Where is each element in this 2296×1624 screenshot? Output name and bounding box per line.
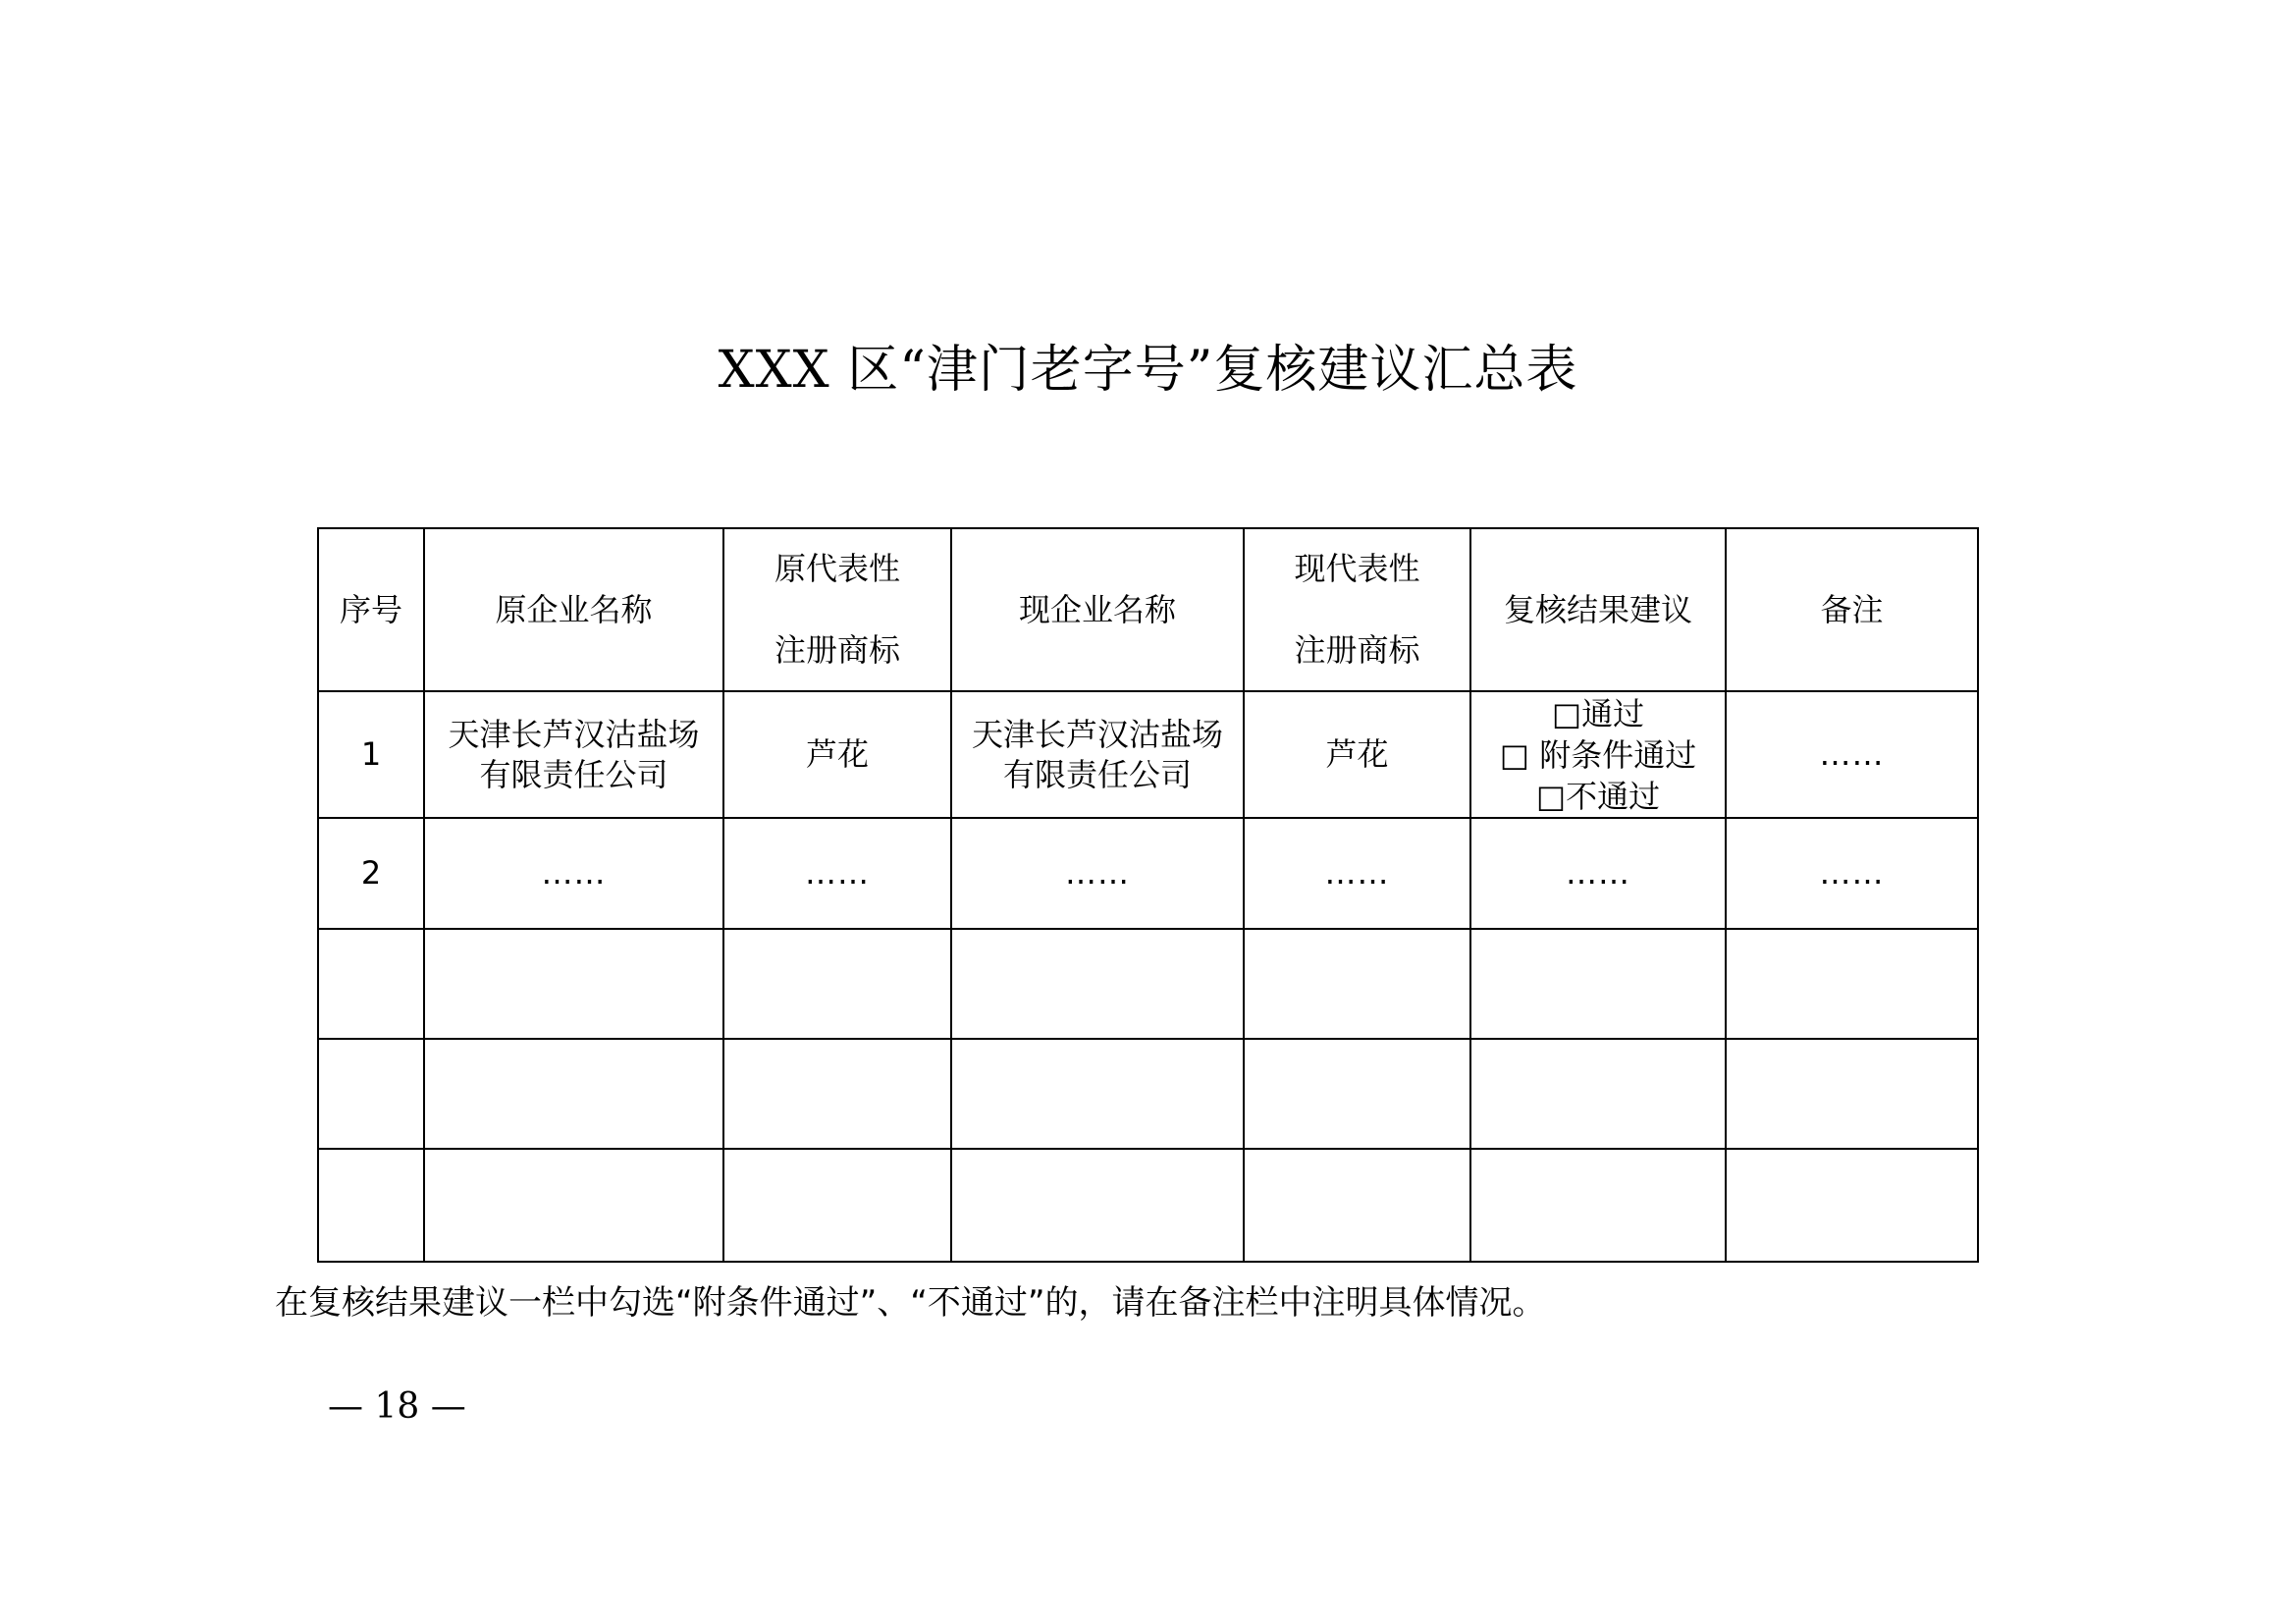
table-row-empty [318, 1039, 1978, 1149]
empty-cell [723, 1039, 951, 1149]
empty-cell [424, 1149, 723, 1262]
empty-cell [723, 1149, 951, 1262]
option-pass-checkbox[interactable]: □通过 [1551, 694, 1645, 732]
empty-cell [318, 1039, 424, 1149]
cell-review-options [1470, 691, 1726, 818]
cell-original-trademark: …… [723, 818, 951, 929]
cell-current-company-name [951, 691, 1244, 818]
empty-cell [951, 1149, 1244, 1262]
cell-remark: …… [1726, 691, 1978, 818]
table-header-row [318, 528, 1978, 691]
empty-cell [1244, 929, 1470, 1039]
cell-serial-number: 2 [318, 818, 424, 929]
cell-original-company-name-line1: 天津长芦汉沽盐场 [448, 715, 700, 753]
empty-cell [1726, 1039, 1978, 1149]
cell-original-company-name [424, 691, 723, 818]
header-current-trademark-line2: 注册商标 [1294, 631, 1420, 669]
header-original-company-name: 原企业名称 [424, 528, 723, 691]
empty-cell [1244, 1039, 1470, 1149]
empty-cell [318, 929, 424, 1039]
cell-original-company-name: …… [424, 818, 723, 929]
header-current-trademark-line1: 现代表性 [1294, 550, 1420, 587]
cell-current-company-name-line2: 有限责任公司 [1002, 755, 1192, 793]
option-conditional-pass-checkbox[interactable]: □ 附条件通过 [1499, 735, 1697, 774]
header-review-suggestion: 复核结果建议 [1470, 528, 1726, 691]
cell-serial-number: 1 [318, 691, 424, 818]
empty-cell [318, 1149, 424, 1262]
header-original-trademark-line2: 注册商标 [774, 631, 900, 669]
header-original-trademark-line1: 原代表性 [774, 550, 900, 587]
cell-remark: …… [1726, 818, 1978, 929]
empty-cell [1244, 1149, 1470, 1262]
cell-current-trademark: …… [1244, 818, 1470, 929]
empty-cell [424, 929, 723, 1039]
option-fail-checkbox[interactable]: □不通过 [1535, 777, 1661, 815]
table-row [318, 818, 1978, 929]
document-title: XXX 区“津门老字号”复核建议汇总表 [718, 341, 1578, 400]
empty-cell [723, 929, 951, 1039]
header-original-trademark [723, 528, 951, 691]
empty-cell [1726, 929, 1978, 1039]
cell-original-trademark: 芦花 [723, 691, 951, 818]
cell-original-company-name-line2: 有限责任公司 [479, 755, 668, 793]
empty-cell [951, 929, 1244, 1039]
empty-cell [1470, 1149, 1726, 1262]
empty-cell [1470, 1039, 1726, 1149]
header-remarks: 备注 [1726, 528, 1978, 691]
empty-cell [1470, 929, 1726, 1039]
empty-cell [424, 1039, 723, 1149]
cell-current-company-name: …… [951, 818, 1244, 929]
cell-current-trademark: 芦花 [1244, 691, 1470, 818]
header-current-trademark [1244, 528, 1470, 691]
table-row-empty [318, 929, 1978, 1039]
footnote: 在复核结果建议一栏中勾选“附条件通过”、“不通过”的，请在备注栏中注明具体情况。 [275, 1283, 1546, 1323]
review-summary-table [317, 527, 1979, 1263]
empty-cell [1726, 1149, 1978, 1262]
page-number: — 18 — [328, 1386, 466, 1427]
empty-cell [951, 1039, 1244, 1149]
table-row [318, 691, 1978, 818]
table-row-empty [318, 1149, 1978, 1262]
header-serial-number: 序号 [318, 528, 424, 691]
cell-current-company-name-line1: 天津长芦汉沽盐场 [971, 715, 1223, 753]
header-current-company-name: 现企业名称 [951, 528, 1244, 691]
cell-review-suggestion: …… [1470, 818, 1726, 929]
